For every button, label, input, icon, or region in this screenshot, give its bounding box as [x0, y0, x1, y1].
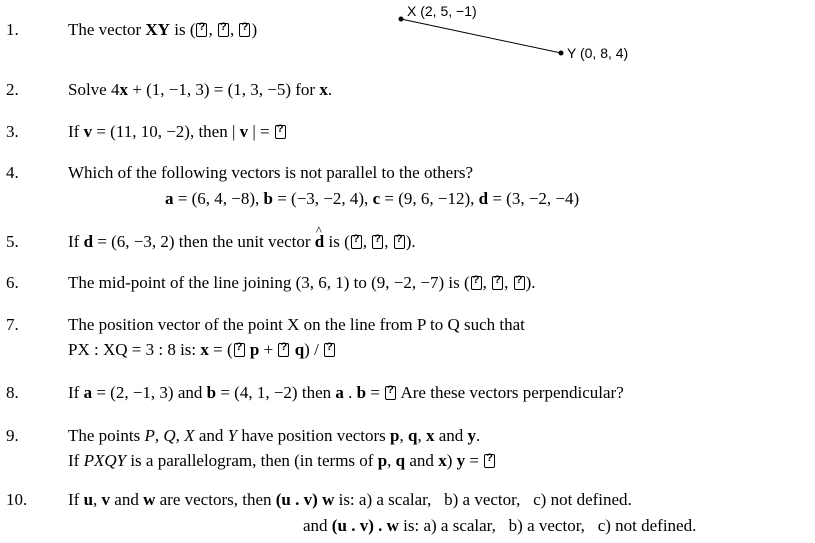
text-fragment: , — [154, 426, 164, 445]
q7-line1: The position vector of the point X on the line from P to Q such that — [68, 315, 525, 334]
text-fragment: x — [425, 426, 435, 445]
text-fragment: ). — [525, 273, 536, 292]
text-fragment: v — [239, 122, 249, 141]
q9-line2 — [68, 451, 496, 471]
text-fragment: ^ d — [315, 232, 324, 252]
text-fragment: and — [194, 426, 228, 445]
text-fragment: If — [68, 122, 84, 141]
q8-number: 8. — [6, 383, 19, 402]
answer-box — [385, 386, 396, 400]
text-fragment: . — [343, 383, 357, 402]
text-fragment: have position vectors — [237, 426, 391, 445]
text-fragment: The vector — [68, 20, 146, 39]
text-fragment: = — [366, 383, 385, 402]
text-fragment: , — [387, 451, 396, 470]
text-fragment: x — [119, 80, 128, 99]
text-fragment: If — [68, 451, 84, 470]
text-fragment: = — [465, 451, 484, 470]
text-fragment: = (6, 4, −8), — [173, 189, 264, 208]
answer-box — [351, 235, 362, 249]
q6-text: The mid-point of the line joining (3, 6, 1) to (9, −2, −7) is (? , ?, ?). — [68, 273, 536, 293]
text-fragment: If — [68, 232, 84, 251]
segment-xy — [401, 19, 561, 53]
text-fragment: . — [378, 516, 383, 535]
text-fragment: P — [144, 426, 155, 445]
text-fragment: ) / — [304, 340, 324, 359]
text-fragment: ( — [275, 490, 282, 509]
text-fragment: x — [319, 80, 328, 99]
text-fragment: a — [83, 383, 93, 402]
q2-number: 2. — [6, 80, 19, 99]
text-fragment: , — [208, 20, 217, 39]
text-fragment: b) a vector, — [508, 516, 585, 535]
text-fragment: b — [263, 189, 273, 208]
text-fragment: d — [83, 232, 94, 251]
answer-box — [324, 343, 335, 357]
q5-number: 5. — [6, 232, 19, 251]
q1-number: 1. — [6, 20, 19, 39]
text-fragment: ) — [312, 490, 323, 509]
text-fragment: q — [294, 340, 305, 359]
text-fragment: q — [395, 451, 406, 470]
text-fragment: If — [68, 383, 84, 402]
text-fragment: + — [259, 340, 278, 359]
text-fragment: Are these vectors perpendicular? — [397, 383, 624, 402]
text-fragment: v — [359, 516, 369, 535]
q10-line2 — [303, 516, 696, 536]
text-fragment: u — [337, 516, 347, 535]
answer-box — [514, 276, 525, 290]
text-fragment: If — [68, 490, 84, 509]
text-fragment: v — [303, 490, 313, 509]
text-fragment: = (9, 6, −12), — [380, 189, 479, 208]
answer-box — [372, 235, 383, 249]
text-fragment — [332, 516, 378, 535]
answer-box — [492, 276, 503, 290]
text-fragment: c) not defined. — [597, 516, 697, 535]
text-fragment: v — [83, 122, 93, 141]
q7-number: 7. — [6, 315, 19, 334]
answer-box — [196, 23, 207, 37]
q3-number: 3. — [6, 122, 19, 141]
text-fragment: q — [408, 426, 418, 445]
q7-line2 — [68, 340, 336, 360]
q2-text — [68, 80, 332, 100]
text-fragment: and — [434, 426, 468, 445]
answer-box — [275, 125, 286, 139]
answer-box — [471, 276, 482, 290]
q1-text — [68, 20, 257, 40]
text-fragment: Q — [163, 426, 176, 445]
text-fragment: is a parallelogram, then (in terms of — [126, 451, 378, 470]
q10-number: 10. — [6, 490, 28, 509]
text-fragment: u — [83, 490, 94, 509]
text-fragment: a — [165, 189, 174, 208]
text-fragment: PXQY — [83, 451, 127, 470]
text-fragment: ) — [251, 20, 258, 39]
text-fragment: b — [206, 383, 217, 402]
point-y-label: Y (0, 8, 4) — [567, 45, 629, 61]
text-fragment: x — [438, 451, 447, 470]
q4-number: 4. — [6, 163, 19, 182]
text-fragment: v — [101, 490, 111, 509]
answer-box — [239, 23, 250, 37]
text-fragment: is: — [398, 516, 424, 535]
text-fragment: y — [467, 426, 477, 445]
text-fragment: b) a vector, — [444, 490, 521, 509]
text-fragment: PX : XQ = 3 : 8 is: — [68, 340, 201, 359]
text-fragment: ) — [446, 451, 457, 470]
answer-box — [484, 454, 495, 468]
text-fragment: + (1, −1, 3) = (1, 3, −5) for — [127, 80, 320, 99]
q9-line1 — [68, 426, 480, 446]
text-fragment: is — [169, 20, 190, 39]
text-fragment: w — [322, 490, 335, 509]
answer-box — [218, 23, 229, 37]
text-fragment: , — [229, 20, 239, 39]
text-fragment: ). — [405, 232, 416, 251]
text-fragment: XY — [145, 20, 170, 39]
text-fragment: w — [143, 490, 156, 509]
text-fragment: = (2, −1, 3) and — [92, 383, 207, 402]
text-fragment: ( — [189, 20, 196, 39]
text-fragment: ( — [331, 516, 338, 535]
text-fragment: are vectors, then — [155, 490, 276, 509]
q3-text — [68, 122, 287, 142]
text-fragment: x — [200, 340, 209, 359]
point-x — [399, 17, 404, 22]
text-fragment: and — [303, 516, 332, 535]
text-fragment: y — [456, 451, 466, 470]
point-x-label: X (2, 5, −1) — [407, 3, 477, 19]
text-fragment: X — [184, 426, 195, 445]
text-fragment: = (3, −2, −4) — [488, 189, 580, 208]
text-fragment: The mid-point of the line joining (3, 6, 1) to (9, −2, −7) is ( — [68, 273, 470, 292]
text-fragment: | = — [248, 122, 274, 141]
text-fragment: w — [386, 516, 399, 535]
text-fragment: p — [390, 426, 400, 445]
q8-text — [68, 383, 624, 403]
q4-text: Which of the following vectors is not parallel to the others? — [68, 163, 474, 182]
text-fragment: c — [372, 189, 381, 208]
q5-text: If d = (6, −3, 2) then the unit vector ^ d is (? , ?, ?). — [68, 232, 416, 252]
text-fragment: c) not defined. — [533, 490, 632, 509]
text-fragment: , — [399, 426, 409, 445]
text-fragment: is ( — [324, 232, 350, 251]
text-fragment — [276, 490, 335, 509]
text-fragment: Solve 4 — [68, 80, 120, 99]
vector-diagram — [390, 0, 650, 70]
text-fragment: a — [335, 383, 344, 402]
text-fragment: b — [356, 383, 367, 402]
answer-box — [234, 343, 245, 357]
text-fragment: and — [405, 451, 439, 470]
text-fragment: and — [110, 490, 144, 509]
text-fragment: a) a scalar, — [358, 490, 432, 509]
q4-vectors — [165, 189, 579, 209]
text-fragment: , — [417, 426, 426, 445]
q9-number: 9. — [6, 426, 19, 445]
text-fragment: = (−3, −2, 4), — [272, 189, 373, 208]
q6-number: 6. — [6, 273, 19, 292]
text-fragment: ) — [368, 516, 379, 535]
text-fragment: . — [327, 80, 333, 99]
point-y — [559, 51, 564, 56]
text-fragment: = ( — [208, 340, 233, 359]
text-fragment: d — [478, 189, 489, 208]
text-fragment: = (6, −3, 2) then the unit vector — [93, 232, 315, 251]
text-fragment: = (4, 1, −2) then — [216, 383, 336, 402]
text-fragment: a) a scalar, — [423, 516, 496, 535]
text-fragment: The points — [68, 426, 145, 445]
text-fragment: is: — [334, 490, 359, 509]
text-fragment: , — [175, 426, 185, 445]
text-fragment: . — [476, 426, 481, 445]
text-fragment: p — [249, 340, 260, 359]
text-fragment: Y — [227, 426, 238, 445]
text-fragment: = (11, 10, −2), then | — [92, 122, 240, 141]
text-fragment: u — [281, 490, 291, 509]
q10-line1: If u, v and w are vectors, then (u . v) w is: a) a scalar, b) a vector, c) not defined. — [68, 490, 632, 509]
answer-box — [394, 235, 405, 249]
text-fragment: . — [290, 490, 304, 509]
text-fragment: p — [377, 451, 388, 470]
text-fragment: . — [346, 516, 360, 535]
answer-box — [278, 343, 289, 357]
